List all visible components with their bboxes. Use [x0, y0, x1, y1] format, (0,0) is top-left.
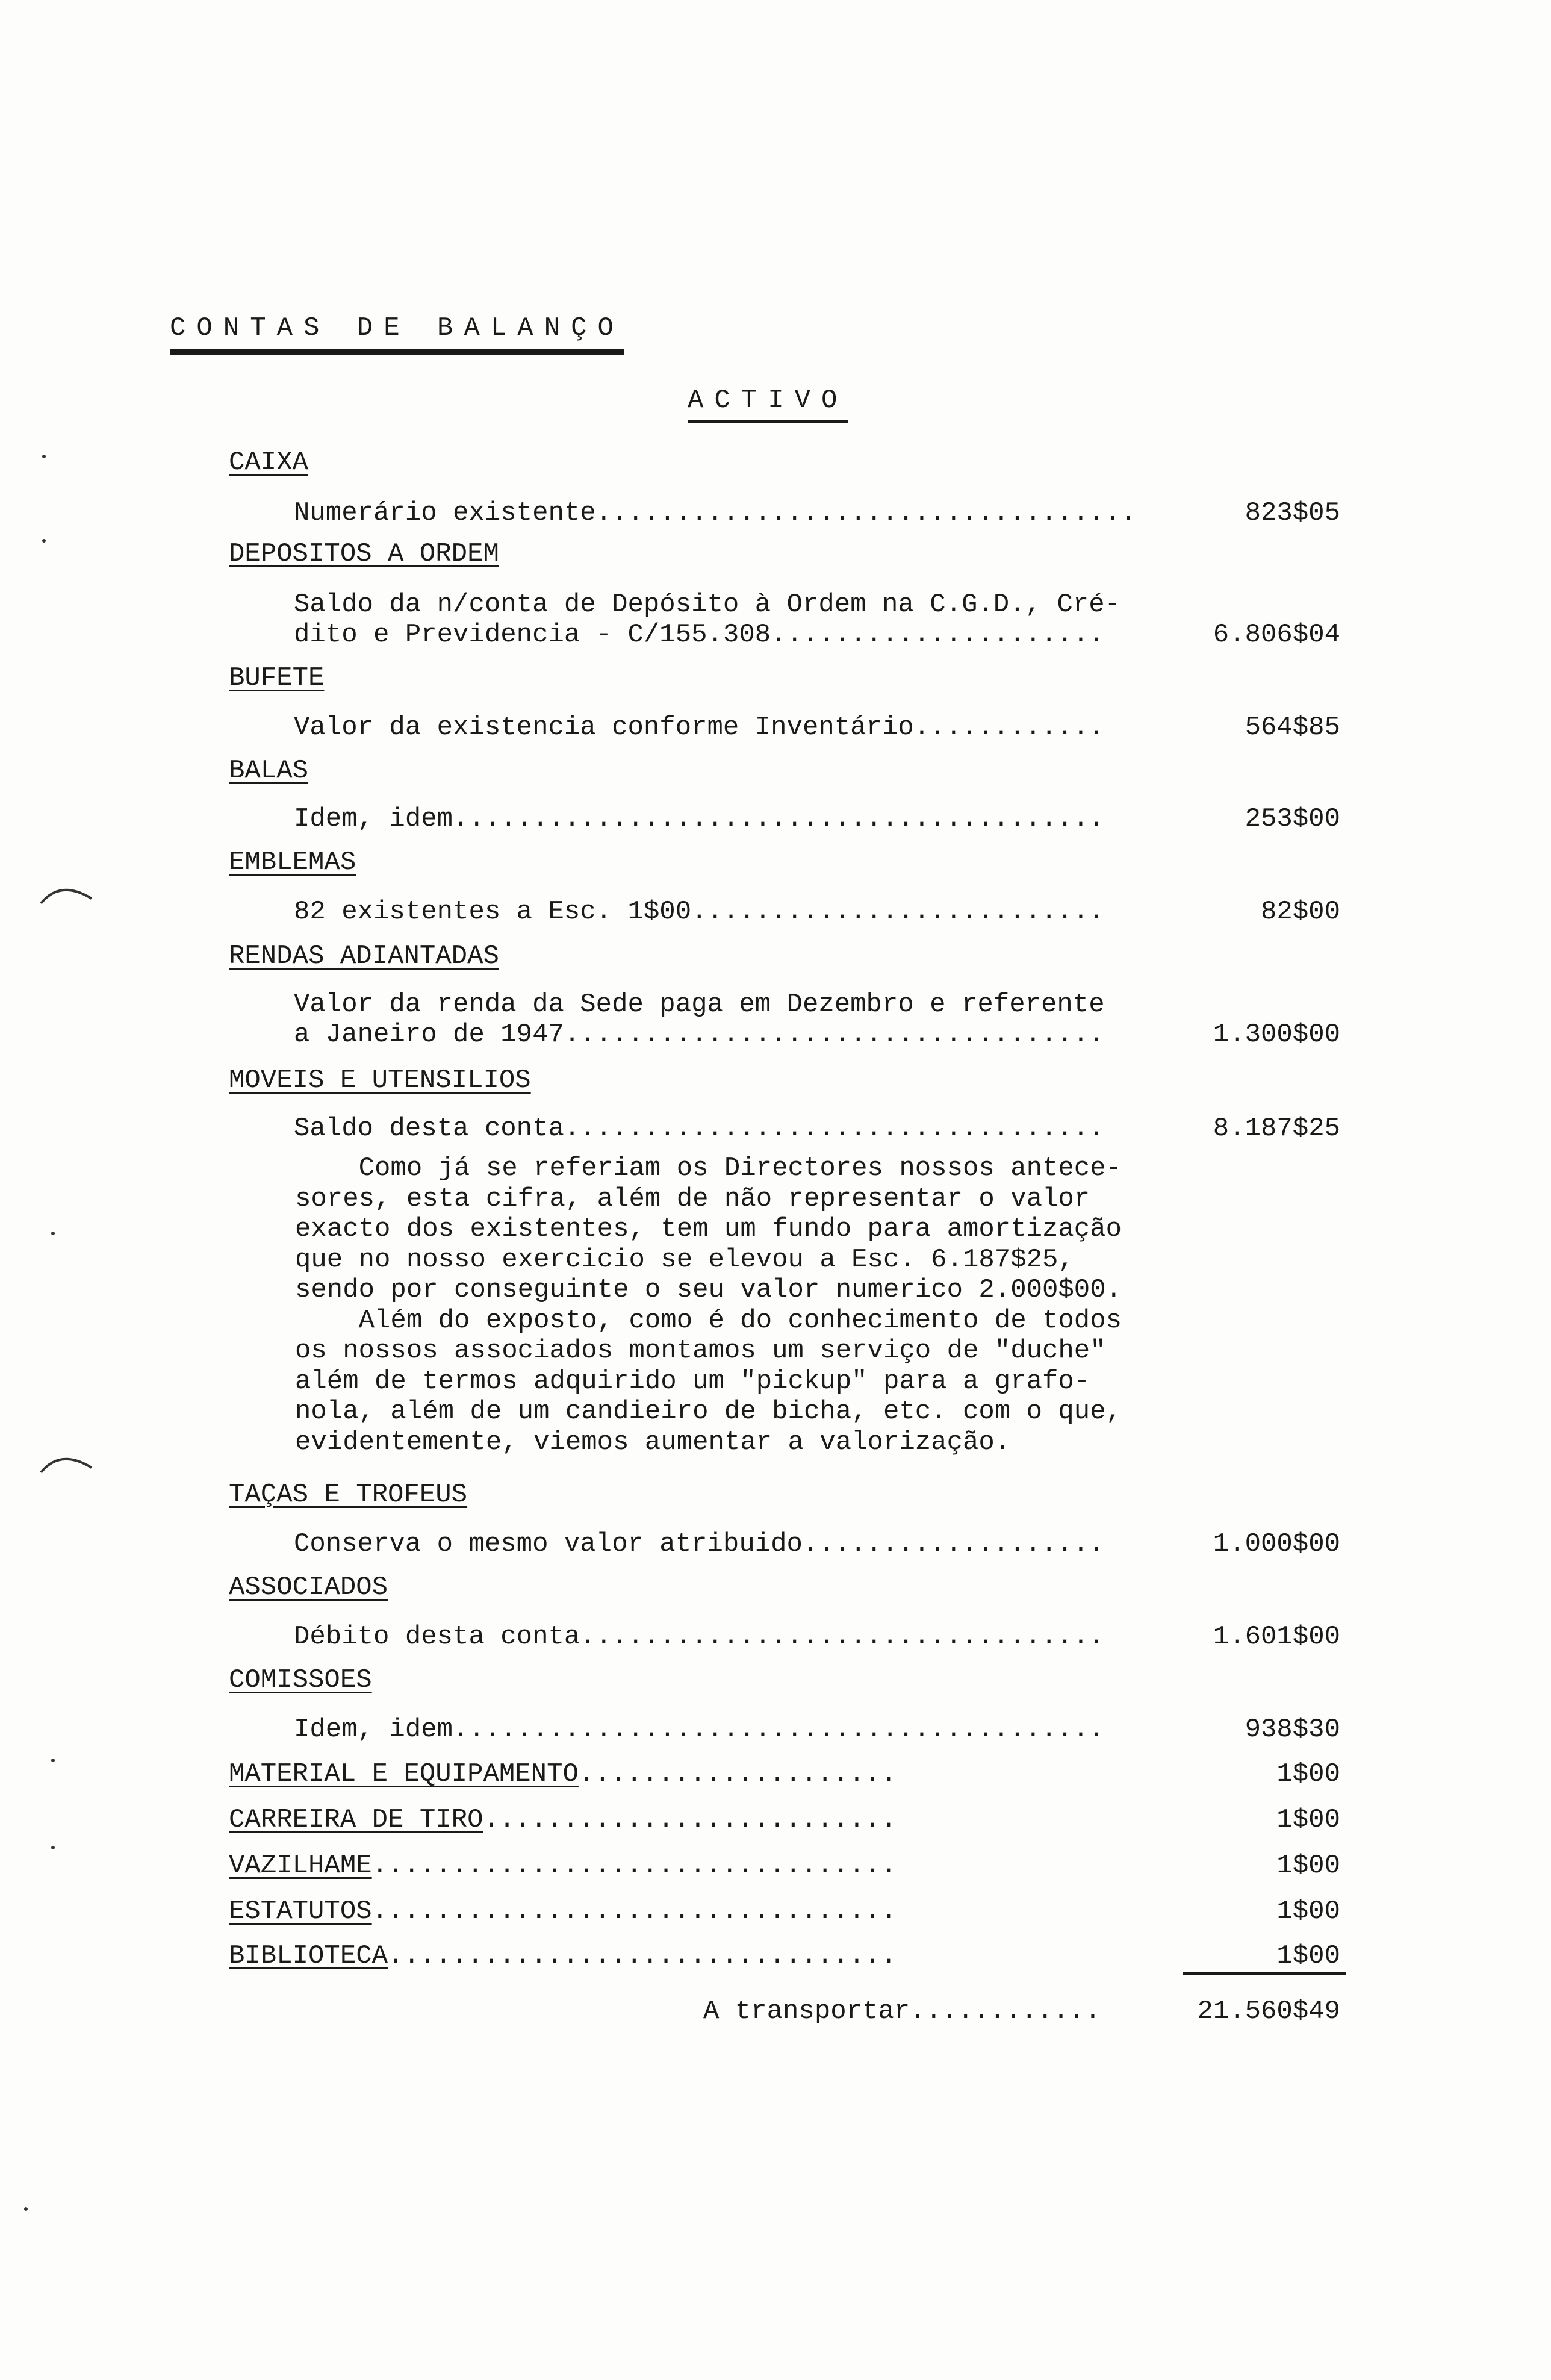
- section-heading: RENDAS ADIANTADAS: [229, 941, 499, 971]
- paragraph-line: evidentemente, viemos aumentar a valorização.: [295, 1427, 1011, 1457]
- explanatory-paragraph: [295, 1153, 1138, 1457]
- scan-mark: [36, 1448, 102, 1484]
- entry-heading: VAZILHAME: [229, 1851, 372, 1881]
- document-subtitle: ACTIVO: [688, 385, 848, 423]
- single-line-entry: [229, 1896, 897, 1927]
- entry-amount: 253$00: [1245, 804, 1340, 834]
- entry-description: Valor da existencia conforme Inventário............: [294, 712, 1105, 743]
- paragraph-line: além de termos adquirido um "pickup" para a grafo-: [295, 1366, 1090, 1397]
- entry-amount: 938$30: [1245, 1715, 1340, 1745]
- document-title: CONTAS DE BALANÇO: [170, 313, 624, 355]
- paragraph-line: exacto dos existentes, tem um fundo para amortização: [295, 1214, 1122, 1244]
- entry-description: 82 existentes a Esc. 1$00..........................: [294, 897, 1105, 927]
- single-line-entry: [229, 1759, 897, 1790]
- entry-dots: ..........................: [483, 1805, 897, 1835]
- entry-description: Conserva o mesmo valor atribuido...................: [294, 1529, 1105, 1559]
- paragraph-line: sores, esta cifra, além de não representar o valor: [295, 1183, 1090, 1214]
- section-heading: COMISSOES: [229, 1665, 372, 1695]
- single-line-entry: [229, 1940, 897, 1972]
- transport-label: A transportar............: [703, 1996, 1101, 2026]
- scan-speck: [42, 455, 46, 458]
- entry-description: dito e Previdencia - C/155.308.....................: [294, 620, 1105, 650]
- entry-amount: 1.000$00: [1213, 1529, 1340, 1559]
- entry-description: Idem, idem.........................................: [294, 1715, 1105, 1745]
- entry-amount: 82$00: [1260, 897, 1340, 927]
- entry-amount: 1$00: [1276, 1851, 1340, 1881]
- entry-amount: 1.601$00: [1213, 1622, 1340, 1652]
- entry-description: Numerário existente..................................: [294, 498, 1137, 528]
- paragraph-line: sendo por conseguinte o seu valor numerico 2.000$00.: [295, 1275, 1122, 1305]
- entry-amount: 823$05: [1245, 498, 1340, 528]
- entry-description: Débito desta conta.................................: [294, 1622, 1105, 1652]
- section-heading: DEPOSITOS A ORDEM: [229, 539, 499, 569]
- entry-description: Saldo da n/conta de Depósito à Ordem na C.G.D., Cré-: [294, 590, 1121, 620]
- paragraph-line: os nossos associados montamos um serviço de "duche": [295, 1336, 1106, 1366]
- entry-amount: 6.806$04: [1213, 620, 1340, 650]
- entry-amount: 8.187$25: [1213, 1114, 1340, 1144]
- scan-speck: [42, 539, 46, 543]
- section-heading: BALAS: [229, 756, 309, 786]
- single-line-entry: [229, 1850, 897, 1881]
- scan-speck: [51, 1759, 55, 1762]
- scan-speck: [51, 1846, 55, 1849]
- entry-heading: MATERIAL E EQUIPAMENTO: [229, 1759, 579, 1789]
- entry-amount: 564$85: [1245, 712, 1340, 743]
- entry-dots: ................................: [388, 1941, 897, 1971]
- entry-description: Valor da renda da Sede paga em Dezembro e referente: [294, 989, 1105, 1020]
- entry-description: a Janeiro de 1947..................................: [294, 1020, 1105, 1050]
- entry-amount: 1$00: [1276, 1759, 1340, 1789]
- entry-description: Saldo desta conta..................................: [294, 1114, 1105, 1144]
- entry-amount: 1.300$00: [1213, 1020, 1340, 1050]
- scan-speck: [24, 2207, 28, 2211]
- section-heading: EMBLEMAS: [229, 847, 356, 877]
- scan-mark: [36, 879, 102, 915]
- entry-amount: 1$00: [1276, 1941, 1340, 1971]
- section-heading: CAIXA: [229, 447, 309, 478]
- entry-amount: 1$00: [1276, 1805, 1340, 1835]
- entry-dots: .................................: [371, 1851, 897, 1881]
- paragraph-line: Além do exposto, como é do conhecimento de todos: [295, 1305, 1122, 1336]
- entry-dots: .................................: [371, 1896, 897, 1927]
- total-rule: [1183, 1972, 1346, 1975]
- paragraph-line: que no nosso exercicio se elevou a Esc. 6.187$25,: [295, 1244, 1074, 1275]
- section-heading: BUFETE: [229, 663, 325, 693]
- entry-heading: BIBLIOTECA: [229, 1941, 388, 1971]
- entry-amount: 1$00: [1276, 1896, 1340, 1927]
- entry-heading: ESTATUTOS: [229, 1896, 372, 1927]
- entry-heading: CARREIRA DE TIRO: [229, 1805, 483, 1835]
- section-heading: MOVEIS E UTENSILIOS: [229, 1065, 531, 1095]
- section-heading: TAÇAS E TROFEUS: [229, 1480, 468, 1510]
- section-heading: ASSOCIADOS: [229, 1572, 388, 1603]
- paragraph-line: nola, além de um candieiro de bicha, etc. com o que,: [295, 1397, 1122, 1427]
- entry-description: Idem, idem.........................................: [294, 804, 1105, 834]
- entry-dots: ....................: [578, 1759, 897, 1789]
- paragraph-line: Como já se referiam os Directores nossos antece-: [295, 1153, 1122, 1183]
- scan-speck: [51, 1232, 55, 1235]
- transport-amount: 21.560$49: [1197, 1996, 1340, 2026]
- single-line-entry: [229, 1804, 897, 1836]
